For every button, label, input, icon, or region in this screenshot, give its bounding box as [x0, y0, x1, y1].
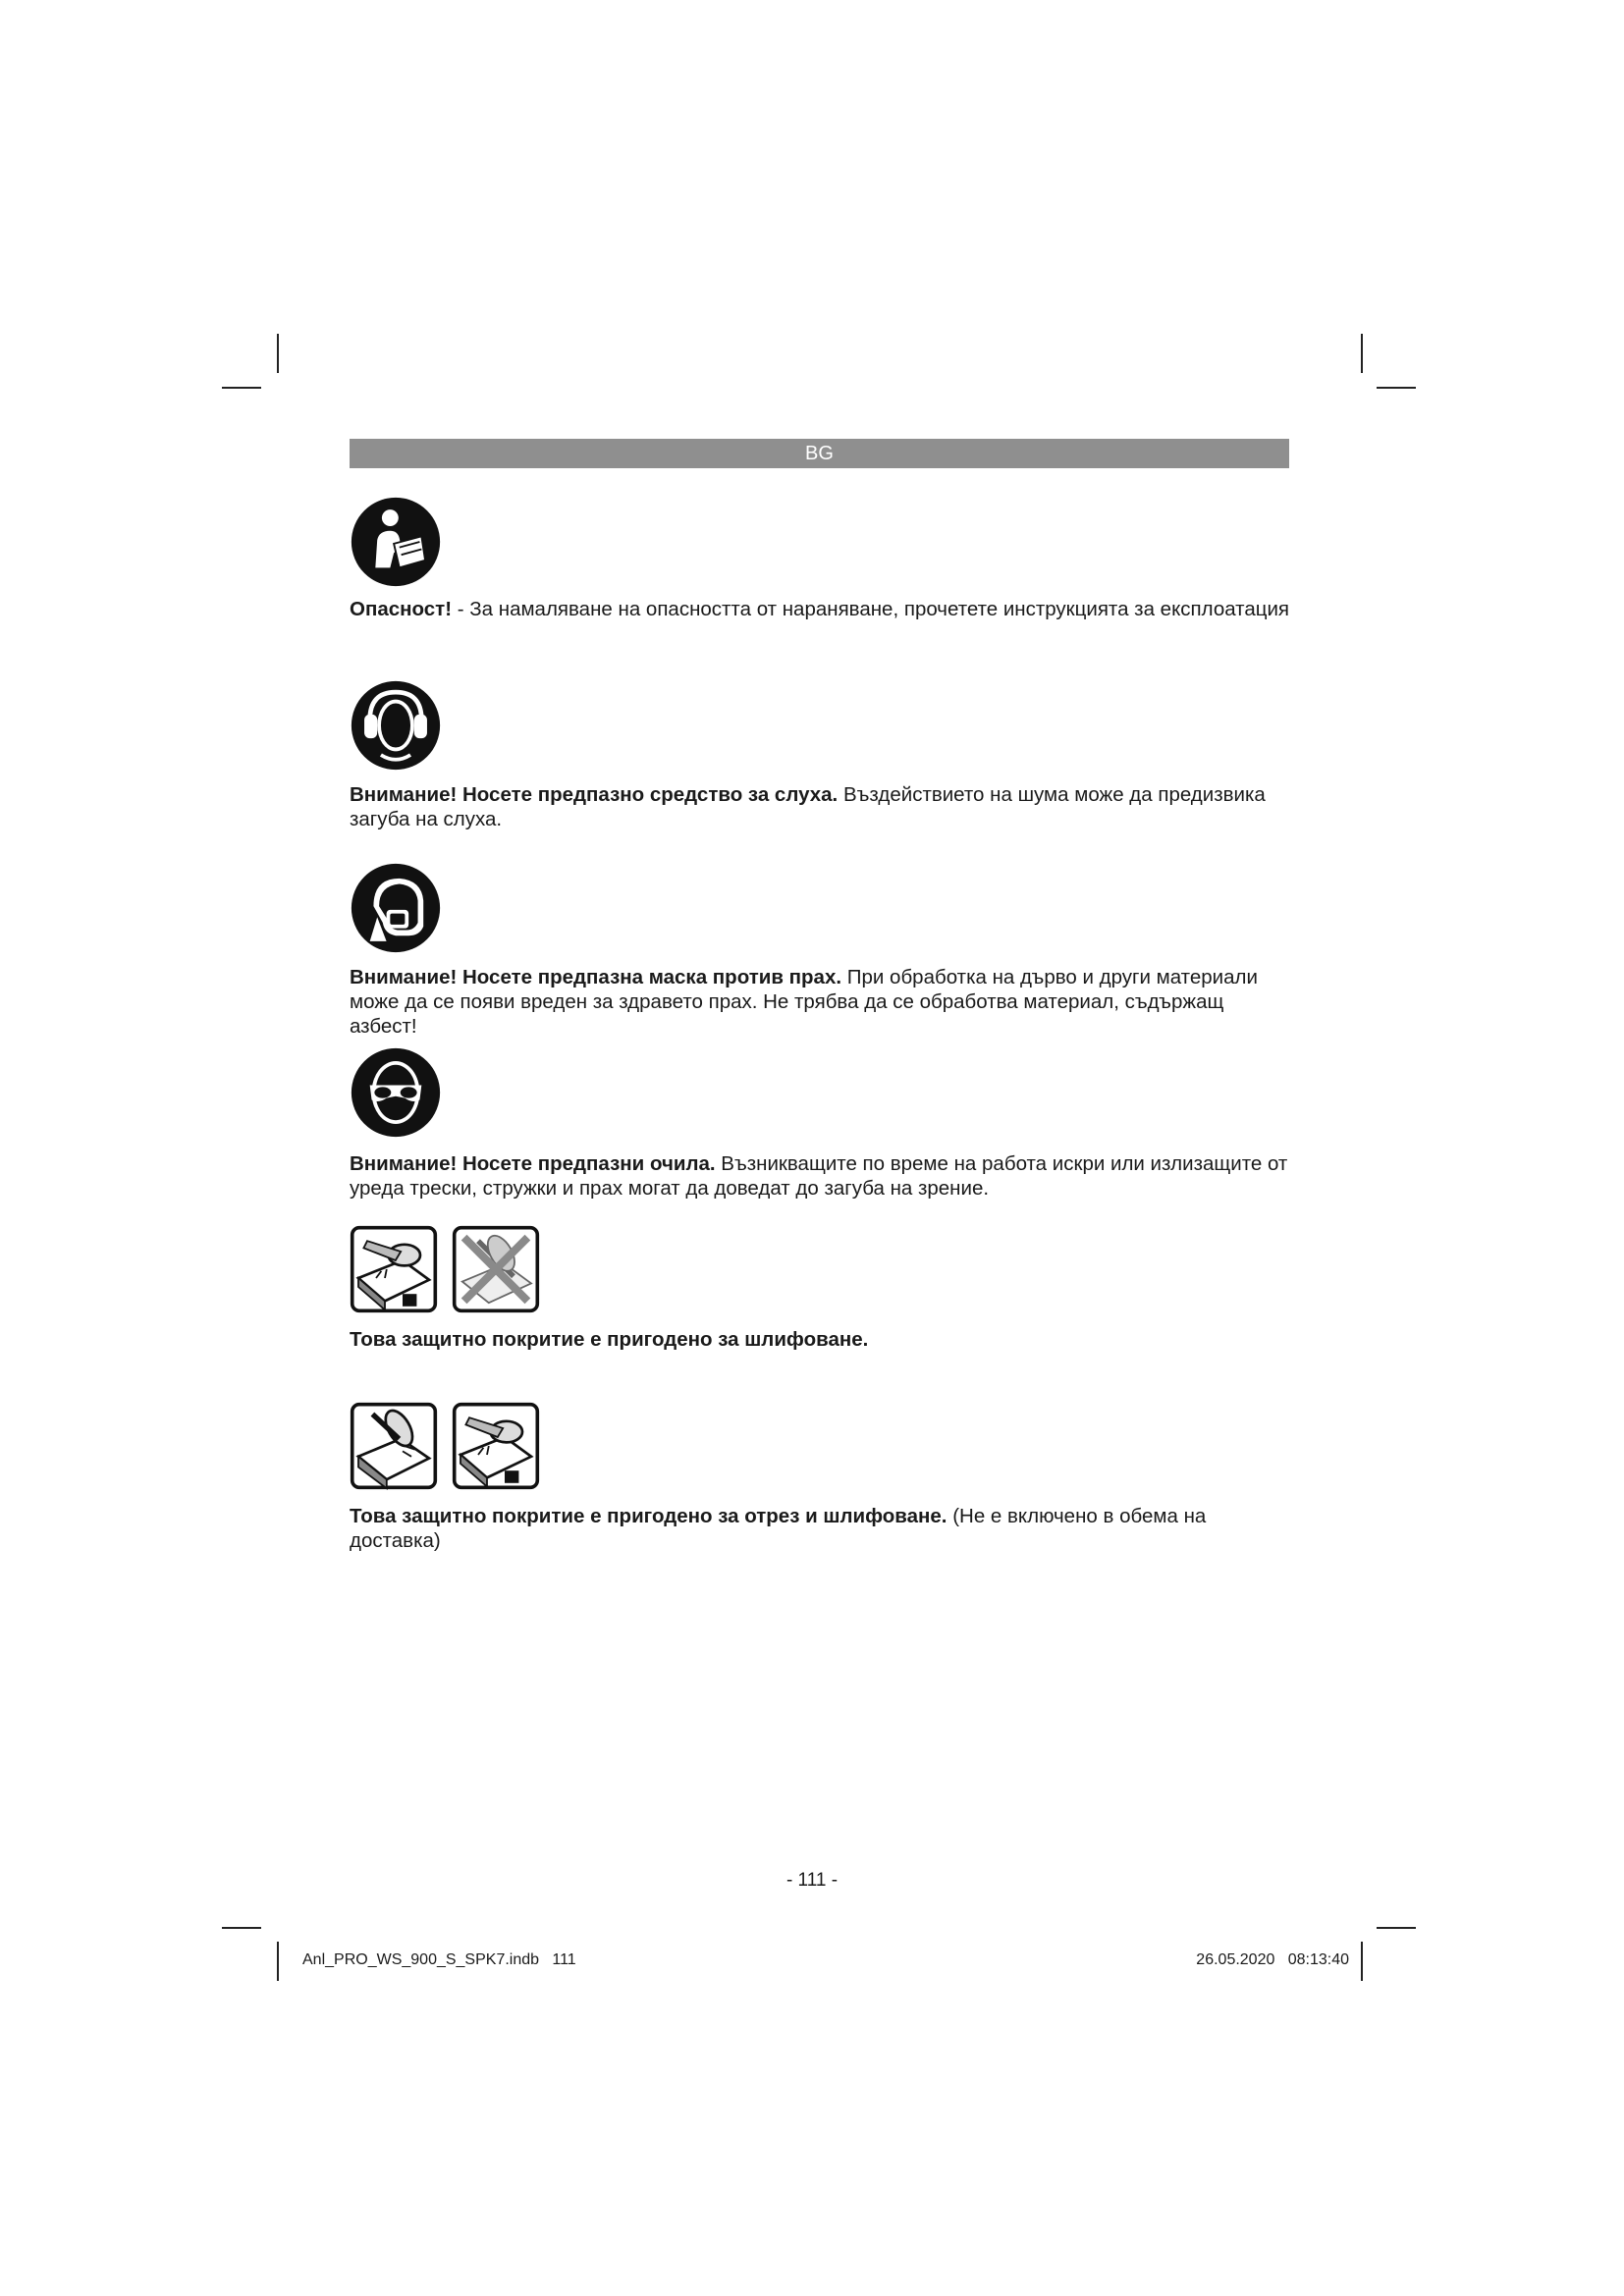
info-grinding-only — [350, 1225, 1292, 1352]
crop-mark — [1361, 1942, 1363, 1981]
grinding-allowed-icon — [452, 1402, 540, 1490]
warning-read-manual — [350, 496, 1292, 621]
warning-safety-goggles — [350, 1046, 1292, 1201]
print-timestamp: 26.05.2020 08:13:40 — [1196, 1951, 1349, 1968]
warning-text: - За намаляване на опасността от нараняване, прочетете инструкцията за експлоатация — [452, 598, 1290, 620]
cutting-allowed-icon — [350, 1402, 438, 1490]
crop-mark — [277, 1942, 279, 1981]
crop-mark — [222, 1927, 261, 1929]
warning-title: Внимание! Носете предпазна маска против прах. — [350, 966, 842, 988]
dust-mask-icon — [350, 862, 442, 954]
page-number: - 111 - — [785, 1870, 839, 1891]
crop-mark — [277, 334, 279, 373]
warning-title: Внимание! Носете предпазно средство за слуха. — [350, 783, 839, 806]
crop-mark — [1377, 1927, 1416, 1929]
file-info: Anl_PRO_WS_900_S_SPK7.indb 111 — [302, 1951, 576, 1968]
crop-mark — [1361, 334, 1363, 373]
safety-goggles-icon — [350, 1046, 442, 1139]
warning-dust-mask — [350, 862, 1292, 1039]
warning-title: Опасност! — [350, 598, 453, 620]
info-title: Това защитно покритие е пригодено за шлифоване. — [350, 1328, 869, 1351]
crop-mark — [1377, 387, 1416, 389]
warning-title: Внимание! Носете предпазни очила. — [350, 1152, 716, 1175]
warning-text: Въздействието на шума може да предизвика загуба на слуха. — [350, 783, 1266, 830]
warning-text: При обработка на дърво и други материали може да се появи вреден за здравето прах. Не трябва да се обработва материал, съдържащ азбест! — [350, 966, 1258, 1038]
info-title: Това защитно покритие е пригодено за отрез и шлифоване. — [350, 1505, 947, 1527]
info-text: (Не е включено в обема на доставка) — [350, 1505, 1207, 1552]
crop-mark — [222, 387, 261, 389]
ear-protection-icon — [350, 679, 442, 772]
read-manual-icon — [350, 496, 442, 588]
info-cutting-and-grinding — [350, 1402, 1292, 1553]
grinding-allowed-icon — [350, 1225, 438, 1313]
language-header: BG — [350, 439, 1289, 468]
warning-ear-protection — [350, 679, 1292, 831]
warning-text: Възникващите по време на работа искри или излизащите от уреда трески, стружки и прах могат да доведат до загуба на зрение. — [350, 1152, 1288, 1200]
cutting-prohibited-icon — [452, 1225, 540, 1313]
